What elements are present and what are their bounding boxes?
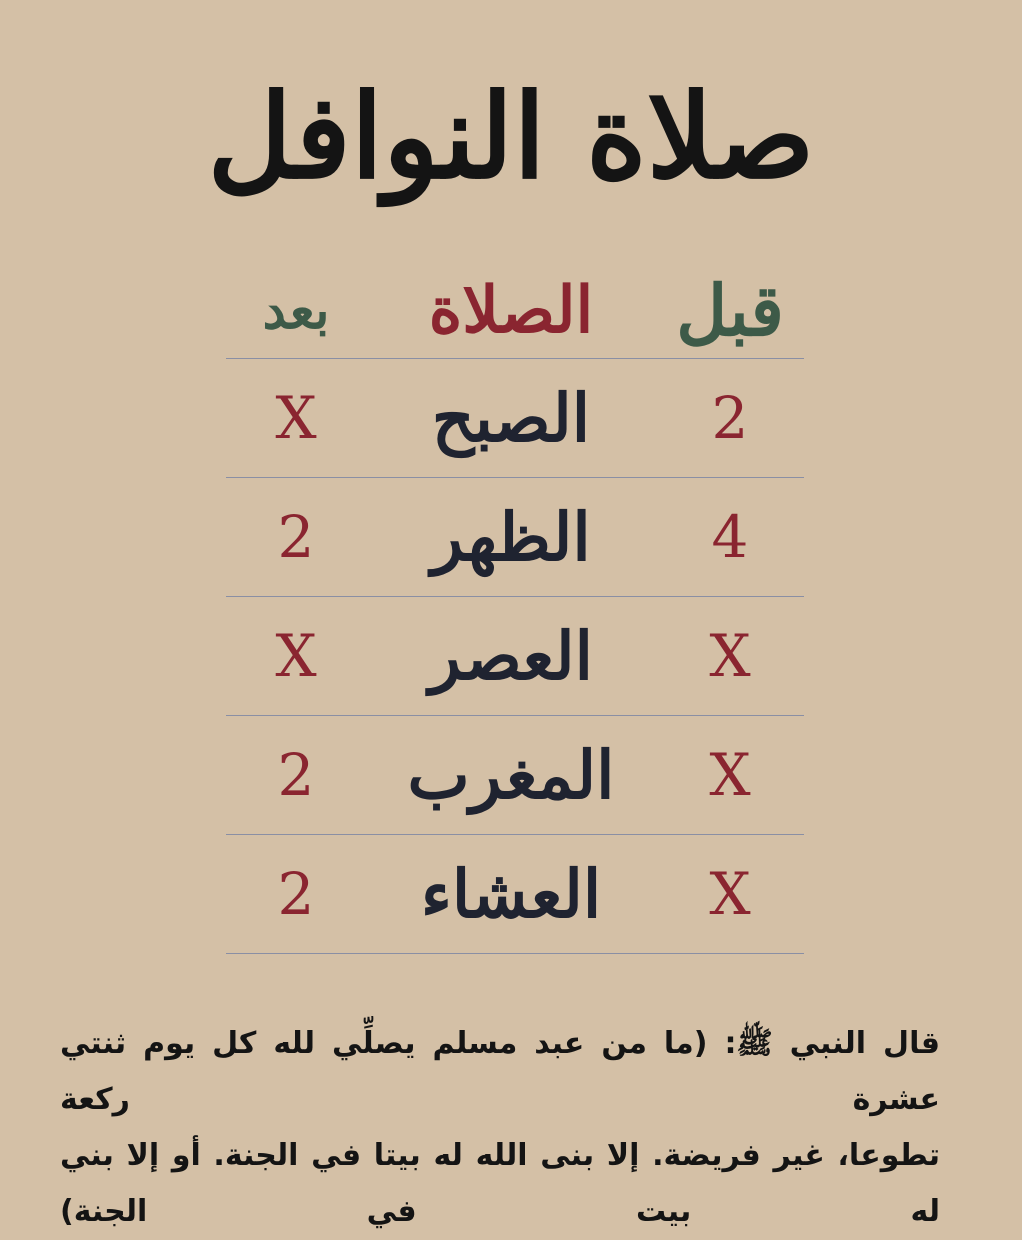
after-count: X	[275, 384, 317, 452]
hadith-line-1: قال النبي ﷺ: (ما من عبد مسلم يصلِّي لله كل يوم ثنتي عشرة ركعة	[60, 1026, 940, 1117]
prayer-name: الظهر	[431, 498, 591, 576]
after-count: 2	[277, 860, 315, 928]
before-count: X	[709, 741, 751, 809]
table-row	[226, 596, 804, 715]
prayer-name: الصبح	[431, 379, 591, 457]
table-row	[226, 477, 804, 596]
page-title: صلاة النوافل	[207, 69, 815, 205]
header-before: قبل	[676, 268, 784, 352]
prayer-name: العصر	[429, 617, 593, 695]
header-after: بعد	[262, 279, 330, 341]
table-header-row	[226, 262, 804, 358]
before-count: 4	[711, 503, 749, 571]
table-row	[226, 358, 804, 477]
prayer-name: العشاء	[420, 855, 602, 933]
prayer-name: المغرب	[407, 736, 615, 814]
nawafil-table	[226, 262, 804, 954]
before-count: 2	[711, 384, 749, 452]
after-count: 2	[277, 503, 315, 571]
hadith-text	[60, 1016, 940, 1240]
before-count: X	[709, 860, 751, 928]
header-prayer: الصلاة	[428, 272, 594, 348]
table-row	[226, 834, 804, 954]
hadith-line-2: تطوعا، غير فريضة. إلا بنى الله له بيتا في الجنة. أو إلا بني له بيت في الجنة)	[60, 1138, 940, 1229]
after-count: X	[275, 622, 317, 690]
table-row	[226, 715, 804, 834]
before-count: X	[709, 622, 751, 690]
after-count: 2	[277, 741, 315, 809]
